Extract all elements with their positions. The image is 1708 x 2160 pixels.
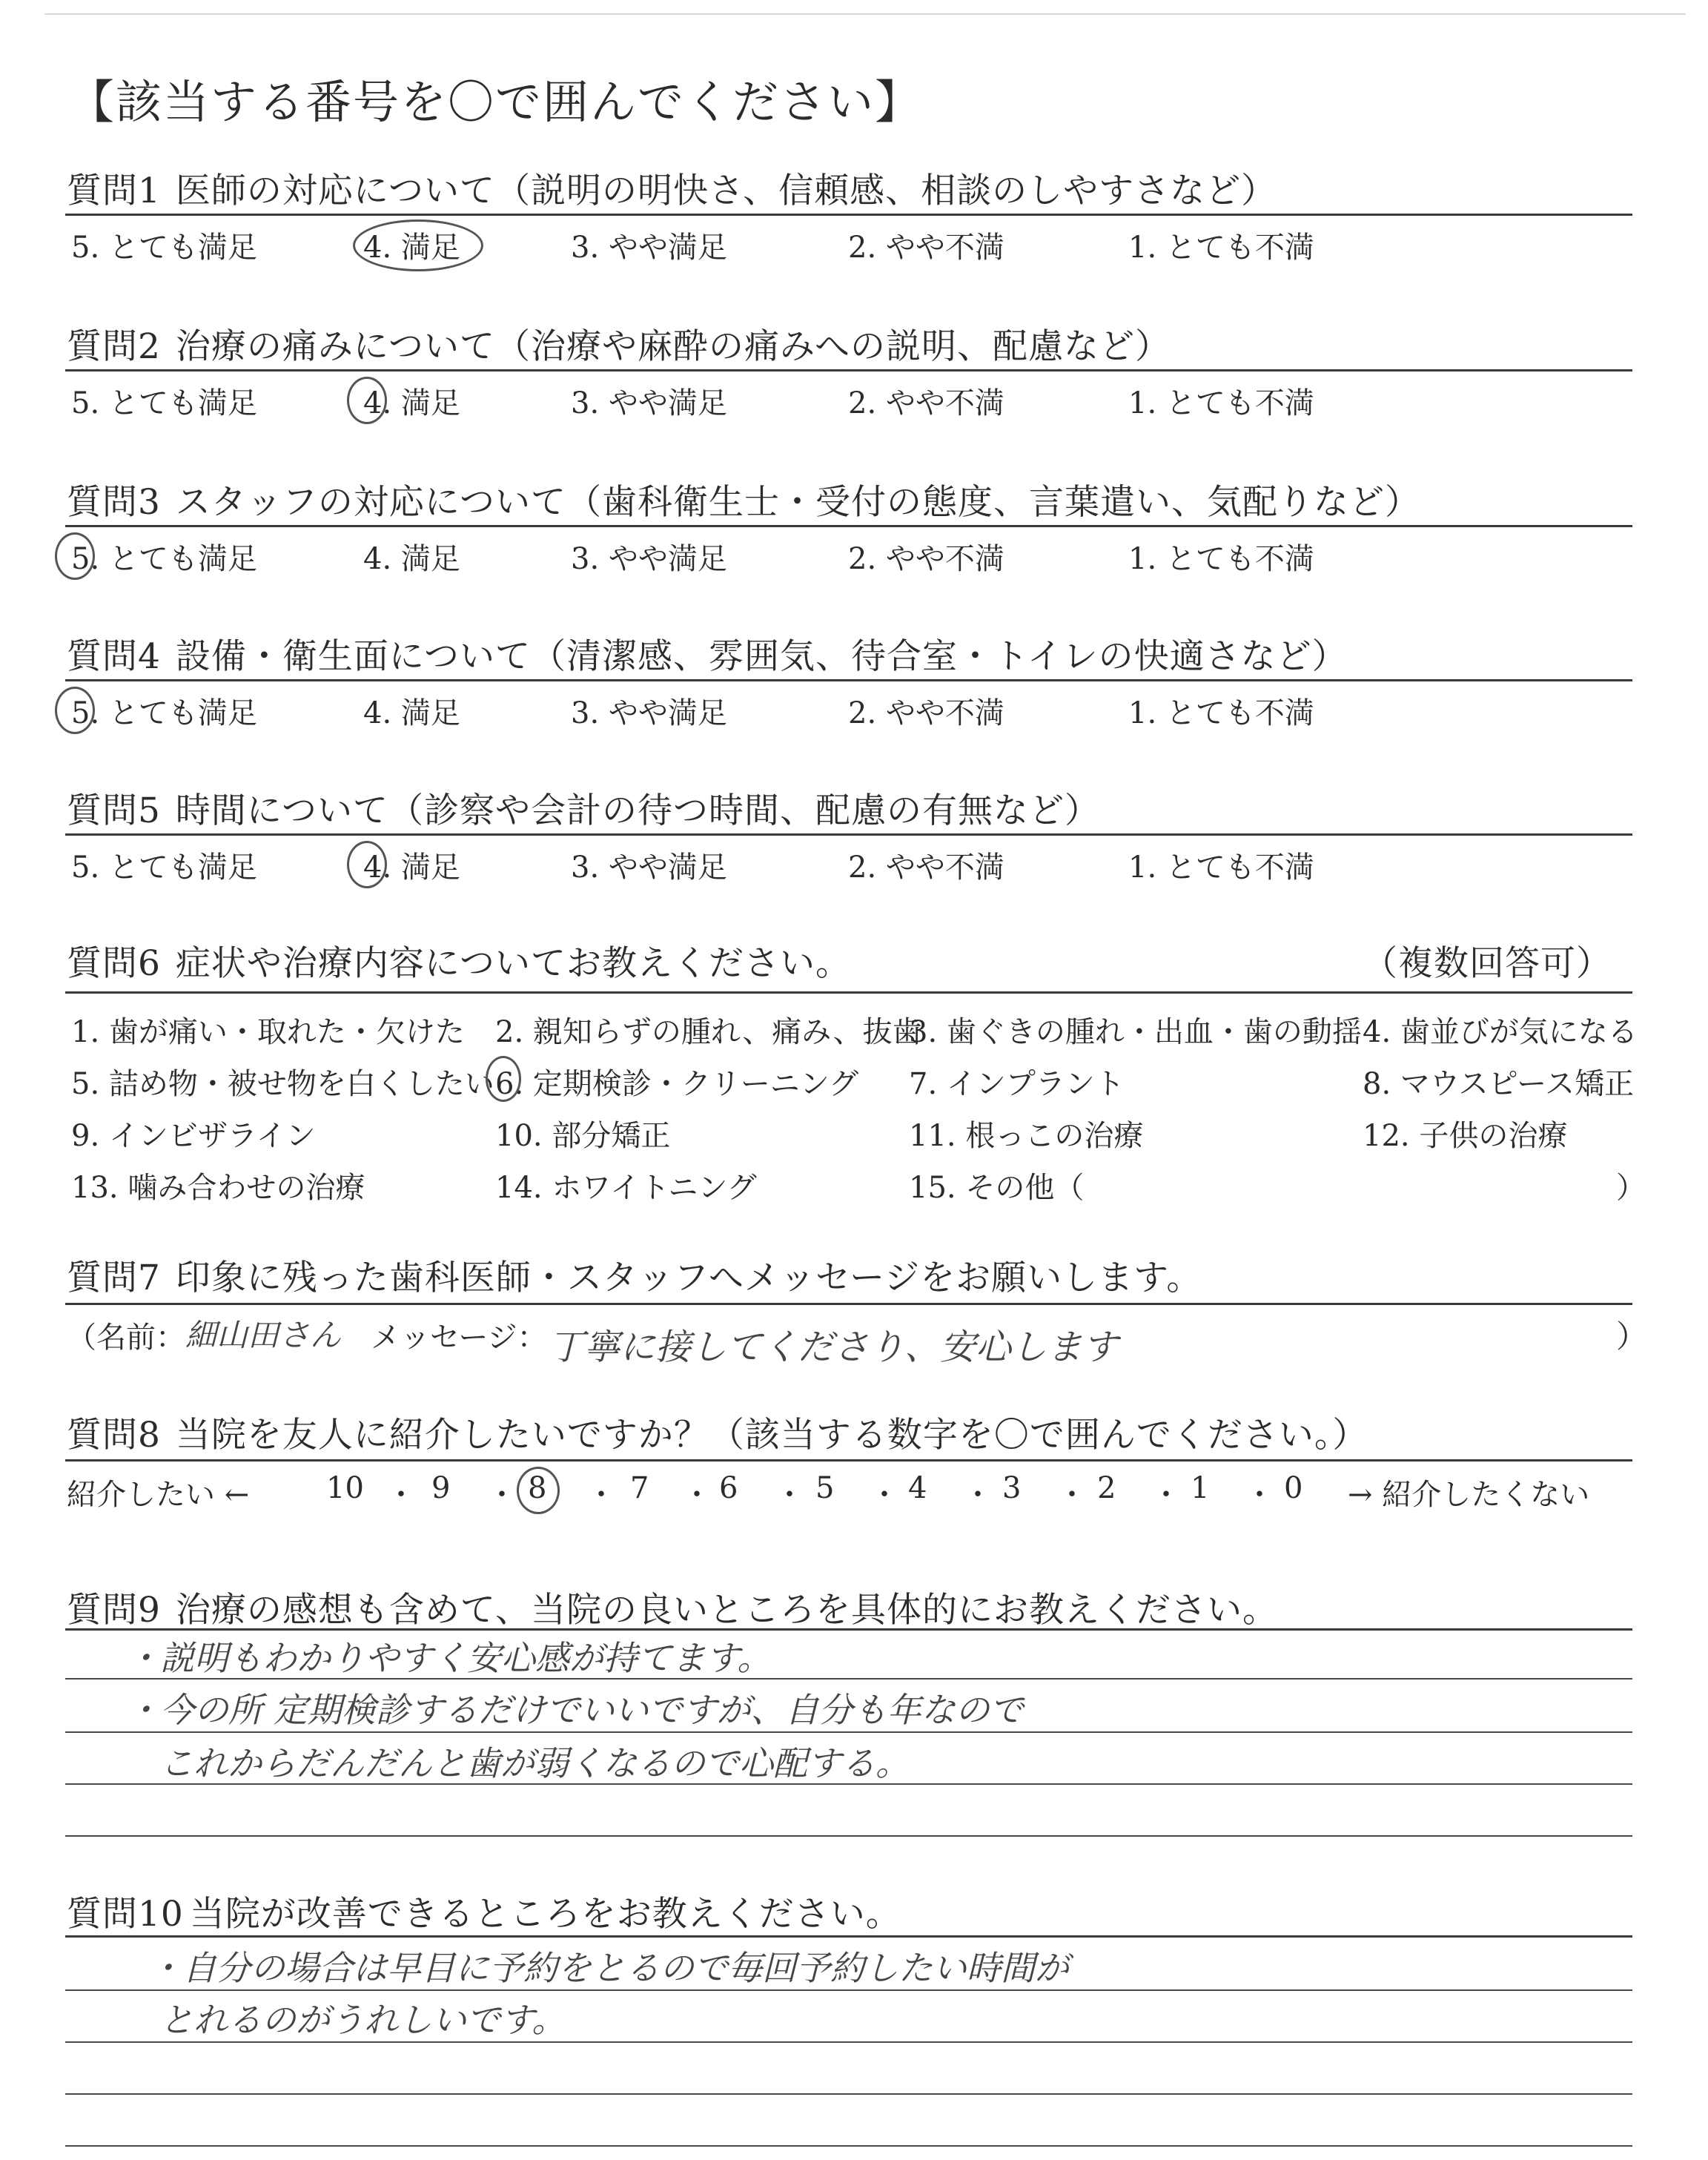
q4-option-3[interactable]: 3. やや満足 — [571, 696, 727, 730]
q8-separator: ・ — [1245, 1478, 1274, 1512]
q6-note: （複数回答可） — [1363, 943, 1612, 984]
q6-selection-circle — [486, 1056, 521, 1102]
q2-selection-circle — [347, 377, 387, 424]
q6-option-14[interactable]: 14. ホワイトニング — [495, 1171, 757, 1205]
q4-option-4[interactable]: 4. 満足 — [363, 696, 460, 730]
q6-option-6[interactable]: 6. 定期検診・クリーニング — [495, 1067, 859, 1101]
q9-write-line-3 — [65, 1783, 1632, 1785]
q7-close-paren: ） — [1616, 1318, 1648, 1355]
q2-rule — [65, 369, 1632, 371]
q8-separator: ・ — [586, 1478, 616, 1512]
q10-write-line-1 — [65, 1989, 1632, 1991]
q9-title — [67, 1582, 1278, 1632]
q6-other-close-paren: ） — [1616, 1171, 1646, 1205]
q3-option-4[interactable]: 4. 満足 — [363, 542, 460, 576]
q4-number: 質問4 — [67, 636, 161, 677]
q2-option-4[interactable]: 4. 満足 — [363, 386, 460, 420]
q8-separator: ・ — [775, 1478, 804, 1512]
q8-separator: ・ — [487, 1478, 517, 1512]
q7-message-label: メッセージ： — [371, 1321, 547, 1355]
q6-rule — [65, 991, 1632, 994]
q6-option-12[interactable]: 12. 子供の治療 — [1363, 1119, 1568, 1153]
q4-option-1[interactable]: 1. とても不満 — [1128, 696, 1314, 730]
q10-line-1: ・自分の場合は早目に予約をとるので毎回予約したい時間が — [148, 1948, 1069, 1988]
q10-number: 質問10 — [67, 1894, 184, 1935]
q9-rule — [65, 1628, 1632, 1631]
q8-scale-10[interactable]: 10 — [326, 1471, 364, 1505]
q4-selection-circle — [55, 687, 95, 734]
q8-separator: ・ — [682, 1478, 712, 1512]
q6-option-3[interactable]: 3. 歯ぐきの腫れ・出血・歯の動揺 — [909, 1015, 1362, 1049]
q5-text: 時間について（診察や会計の待つ時間、配慮の有無など） — [175, 790, 1100, 831]
q5-number: 質問5 — [67, 790, 161, 831]
q2-option-5[interactable]: 5. とても満足 — [71, 386, 257, 420]
q10-text: 当院が改善できるところをお教えください。 — [189, 1894, 901, 1935]
q8-scale-7[interactable]: 7 — [630, 1471, 649, 1505]
q7-text: 印象に残った歯科医師・スタッフへメッセージをお願いします。 — [175, 1258, 1202, 1298]
q1-rule — [65, 214, 1632, 216]
q9-line-1: ・説明もわかりやすく安心感が持てます。 — [126, 1638, 772, 1678]
q10-write-line-3 — [65, 2093, 1632, 2095]
q8-scale-6[interactable]: 6 — [719, 1471, 738, 1505]
q6-option-7[interactable]: 7. インプラント — [909, 1067, 1125, 1101]
q5-option-1[interactable]: 1. とても不満 — [1128, 851, 1314, 885]
q5-option-2[interactable]: 2. やや不満 — [848, 851, 1004, 885]
q3-text: スタッフの対応について（歯科衛生士・受付の態度、言葉遣い、気配りなど） — [175, 482, 1420, 523]
q2-option-3[interactable]: 3. やや満足 — [571, 386, 727, 420]
q4-option-2[interactable]: 2. やや不満 — [848, 696, 1004, 730]
q8-separator: ・ — [1151, 1478, 1181, 1512]
q9-write-line-4 — [65, 1835, 1632, 1837]
q1-option-1[interactable]: 1. とても不満 — [1128, 231, 1314, 265]
q6-option-2[interactable]: 2. 親知らずの腫れ、痛み、抜歯 — [495, 1015, 922, 1049]
q9-line-3: これからだんだんと歯が弱くなるので心配する。 — [159, 1743, 910, 1783]
q8-scale-0[interactable]: 0 — [1284, 1471, 1303, 1505]
q4-text: 設備・衛生面について（清潔感、雰囲気、待合室・トイレの快適さなど） — [175, 636, 1348, 677]
q2-number: 質問2 — [67, 326, 161, 367]
q8-separator: ・ — [870, 1478, 899, 1512]
page-header: 【該当する番号を〇で囲んでください】 — [68, 75, 923, 129]
q3-number: 質問3 — [67, 482, 161, 523]
q8-scale-5[interactable]: 5 — [815, 1471, 835, 1505]
q9-line-2: ・今の所 定期検診するだけでいいですが、自分も年なので — [126, 1690, 1024, 1730]
q2-option-1[interactable]: 1. とても不満 — [1128, 386, 1314, 420]
q5-option-3[interactable]: 3. やや満足 — [571, 851, 727, 885]
q7-title — [67, 1250, 1202, 1300]
q7-number: 質問7 — [67, 1258, 161, 1298]
q2-option-2[interactable]: 2. やや不満 — [848, 386, 1004, 420]
q8-separator: ・ — [386, 1478, 416, 1512]
q6-option-10[interactable]: 10. 部分矯正 — [495, 1119, 671, 1153]
q5-option-5[interactable]: 5. とても満足 — [71, 851, 257, 885]
q9-write-line-1 — [65, 1678, 1632, 1680]
q6-option-9[interactable]: 9. インビザライン — [71, 1119, 316, 1153]
q4-rule — [65, 679, 1632, 681]
q6-option-15[interactable]: 15. その他（ — [909, 1171, 1085, 1205]
q7-name-label: （名前： — [67, 1321, 185, 1355]
q8-separator: ・ — [1057, 1478, 1087, 1512]
q3-selection-circle — [55, 532, 95, 580]
q8-scale-2[interactable]: 2 — [1097, 1471, 1116, 1505]
q3-option-5[interactable]: 5. とても満足 — [71, 542, 257, 576]
q7-rule — [65, 1303, 1632, 1305]
q8-title — [67, 1407, 1368, 1457]
q1-option-4[interactable]: 4. 満足 — [363, 231, 460, 265]
q9-number: 質問9 — [67, 1590, 161, 1631]
q8-scale-4[interactable]: 4 — [908, 1471, 927, 1505]
q9-write-line-2 — [65, 1731, 1632, 1733]
q3-option-1[interactable]: 1. とても不満 — [1128, 542, 1314, 576]
q4-title — [67, 629, 1348, 678]
q6-option-11[interactable]: 11. 根っこの治療 — [909, 1119, 1144, 1153]
q1-option-5[interactable]: 5. とても満足 — [71, 231, 257, 265]
q2-text: 治療の痛みについて（治療や麻酔の痛みへの説明、配慮など） — [175, 326, 1171, 367]
q8-rule — [65, 1459, 1632, 1462]
q8-scale-3[interactable]: 3 — [1002, 1471, 1022, 1505]
q10-rule — [65, 1935, 1632, 1938]
q1-text: 医師の対応について（説明の明快さ、信頼感、相談のしやすさなど） — [175, 171, 1277, 211]
q5-selection-circle — [347, 841, 387, 888]
q6-option-13[interactable]: 13. 噛み合わせの治療 — [71, 1171, 365, 1205]
q6-option-8[interactable]: 8. マウスピース矯正 — [1363, 1067, 1635, 1101]
q3-option-2[interactable]: 2. やや不満 — [848, 542, 1004, 576]
q6-title — [67, 936, 851, 985]
q1-title — [67, 163, 1277, 213]
q8-selection-circle — [517, 1467, 560, 1514]
q3-option-3[interactable]: 3. やや満足 — [571, 542, 727, 576]
q6-option-1[interactable]: 1. 歯が痛い・取れた・欠けた — [71, 1015, 465, 1049]
q1-option-3[interactable]: 3. やや満足 — [571, 231, 727, 265]
q8-scale-8[interactable]: 8 — [528, 1471, 547, 1505]
q8-scale-1[interactable]: 1 — [1191, 1471, 1210, 1505]
q5-option-4[interactable]: 4. 満足 — [363, 851, 460, 885]
q10-title — [67, 1886, 901, 1936]
q3-rule — [65, 525, 1632, 527]
q8-text: 当院を友人に紹介したいですか？（該当する数字を〇で囲んでください。） — [175, 1415, 1368, 1456]
q10-line-2: とれるのがうれしいです。 — [159, 2000, 566, 2040]
q6-option-5[interactable]: 5. 詰め物・被せ物を白くしたい — [71, 1067, 494, 1101]
q6-text: 症状や治療内容についてお教えください。 — [175, 943, 851, 984]
q8-scale-9[interactable]: 9 — [431, 1471, 451, 1505]
q5-title — [67, 783, 1100, 833]
q1-selection-circle — [353, 219, 483, 271]
q8-right-label: → 紹介したくない — [1348, 1478, 1590, 1512]
q6-option-4[interactable]: 4. 歯並びが気になる — [1363, 1015, 1638, 1049]
q5-rule — [65, 833, 1632, 836]
q10-write-line-4 — [65, 2145, 1632, 2147]
q1-option-2[interactable]: 2. やや不満 — [848, 231, 1004, 265]
page-top-edge — [44, 13, 1686, 15]
q7-message-value: 丁寧に接してくださり、安心します — [549, 1327, 1119, 1368]
q9-text: 治療の感想も含めて、当院の良いところを具体的にお教えください。 — [175, 1590, 1278, 1631]
q8-separator: ・ — [963, 1478, 993, 1512]
q4-option-5[interactable]: 5. とても満足 — [71, 696, 257, 730]
q7-name-value: 細山田さん — [185, 1317, 342, 1353]
q3-title — [67, 475, 1420, 524]
q8-left-label: 紹介したい ← — [67, 1478, 250, 1512]
q1-number: 質問1 — [67, 171, 161, 211]
q8-number: 質問8 — [67, 1415, 161, 1456]
q6-number: 質問6 — [67, 943, 161, 984]
q2-title — [67, 319, 1171, 369]
q10-write-line-2 — [65, 2041, 1632, 2043]
